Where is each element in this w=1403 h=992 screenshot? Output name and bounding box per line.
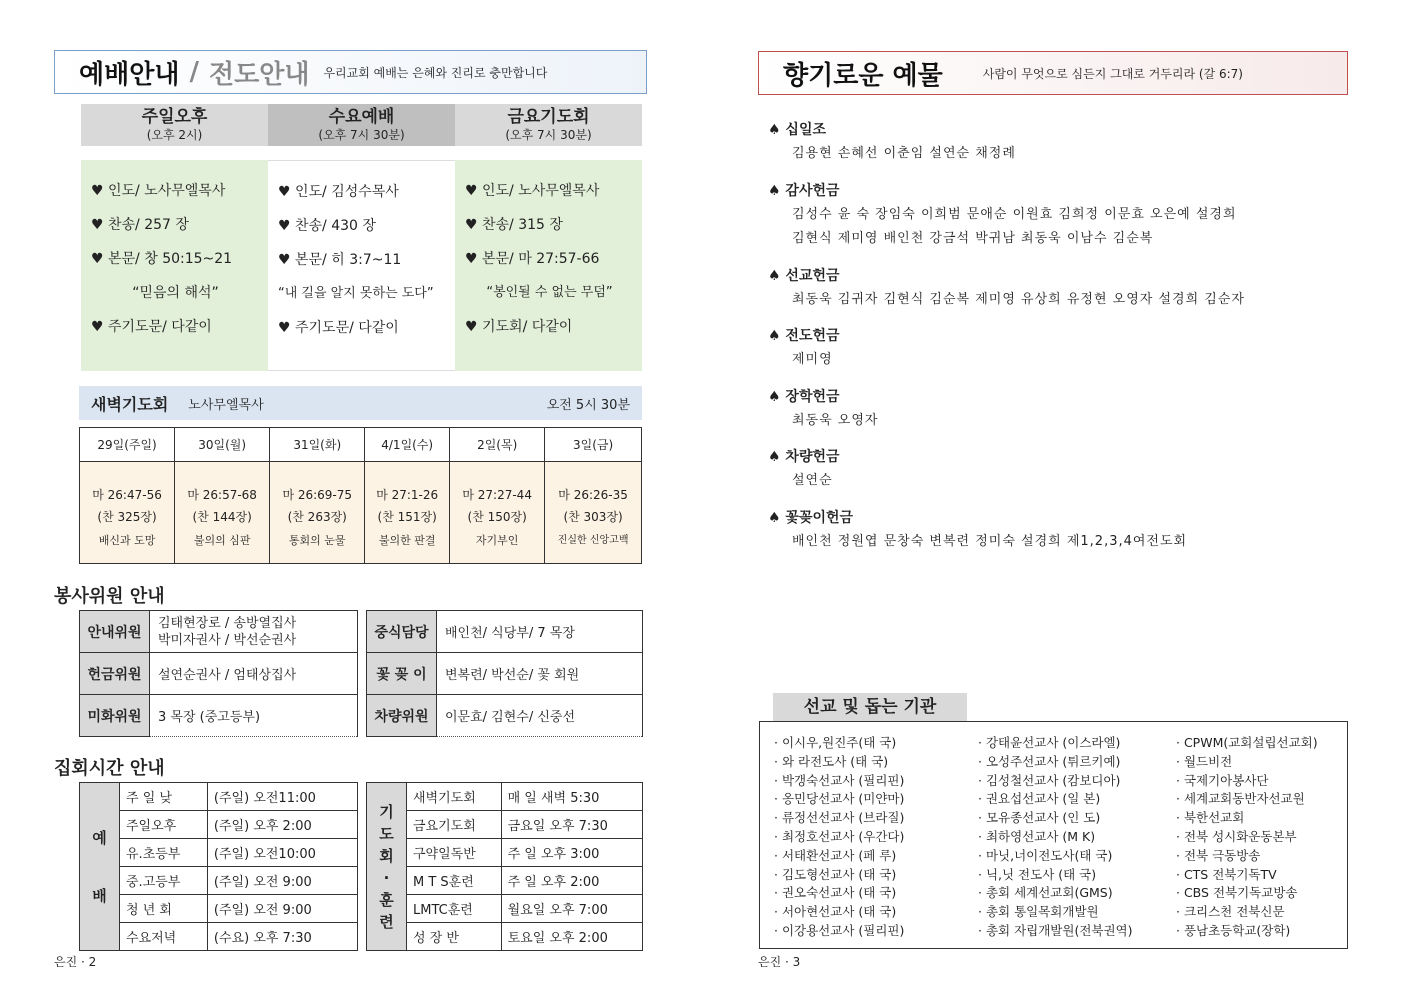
dawn-passage: 마 26:47-56 xyxy=(92,487,162,502)
dawn-detail-cell xyxy=(450,462,545,564)
meeting-time: (주일) 오전 9:00 xyxy=(207,867,357,895)
meeting-name: 성 장 반 xyxy=(407,923,502,951)
dawn-theme: 통회의 눈물 xyxy=(288,533,346,547)
left-page-header xyxy=(54,50,647,94)
mission-item: · 김도형선교사 (태 국) xyxy=(774,866,897,882)
volunteer-row xyxy=(80,611,358,653)
mission-item: · 닉,닛 전도사 (태 국) xyxy=(978,866,1097,882)
prayer-label-char: 훈 xyxy=(379,890,394,909)
worship-label-char: 배 xyxy=(92,886,107,905)
meeting-row xyxy=(367,811,643,839)
mission-item: · 이강용선교사 (필리핀) xyxy=(774,922,905,938)
gift-title: ♠ 꽃꽂이헌금 xyxy=(768,510,854,526)
service-hymn: ♥ 찬송/ 430 장 xyxy=(278,218,376,234)
meeting-name: 수요저녁 xyxy=(120,923,208,951)
gift-title: ♠ 전도헌금 xyxy=(768,328,840,344)
meeting-name: 청 년 회 xyxy=(120,895,208,923)
dawn-time: 오전 5시 30분 xyxy=(546,397,630,413)
volunteers-table-left xyxy=(79,610,358,737)
gift-thanks xyxy=(768,179,1348,251)
header-slash: / xyxy=(189,57,199,87)
dawn-title: 새벽기도회 xyxy=(91,394,169,414)
meeting-row xyxy=(80,923,358,951)
mission-item: · 서아현선교사 (태 국) xyxy=(774,904,897,920)
gift-mission xyxy=(768,264,1348,312)
mission-item: · 전북 극동방송 xyxy=(1176,847,1261,863)
volunteer-role: 헌금위원 xyxy=(80,653,150,695)
service-body-sunday-afternoon xyxy=(81,160,268,371)
volunteer-names-line: 김태현장로 / 송방열집사 xyxy=(158,615,297,631)
mission-item: · 총회 통일목회개발원 xyxy=(978,904,1099,920)
volunteer-row xyxy=(367,611,643,653)
meeting-row xyxy=(80,895,358,923)
volunteer-names: 설연순권사 / 엄태상집사 xyxy=(150,653,358,695)
prayer-label-char: 도 xyxy=(379,824,394,843)
mission-item: · CBS 전북기독교방송 xyxy=(1176,885,1298,901)
service-hymn: ♥ 찬송/ 315 장 xyxy=(465,217,563,233)
service-title: 수요예배 xyxy=(328,107,395,127)
missions-column-3 xyxy=(1176,734,1336,948)
service-scripture: ♥ 본문/ 창 50:15~21 xyxy=(91,251,233,267)
service-time: (오후 2시) xyxy=(146,128,203,142)
mission-item: · 박갱숙선교사 (필리핀) xyxy=(774,772,905,788)
missions-column-2 xyxy=(978,734,1176,948)
gift-names: 배인천 정원엽 문창숙 변복련 정미숙 설경희 제1,2,3,4여전도회 xyxy=(792,534,1188,549)
missions-box xyxy=(759,721,1348,949)
mission-item: · 김성철선교사 (캄보디아) xyxy=(978,772,1121,788)
volunteer-names-line: 박미자권사 / 박선순권사 xyxy=(158,632,297,648)
dawn-passage: 마 27:1-26 xyxy=(376,487,439,502)
mission-item: · 최정호선교사 (우간다) xyxy=(774,828,905,844)
meeting-name: 유.초등부 xyxy=(120,839,208,867)
meeting-time: (수요) 오후 7:30 xyxy=(207,923,357,951)
volunteer-role: 꽃 꽂 이 xyxy=(367,653,437,695)
dawn-theme: 진실한 신앙고백 xyxy=(557,534,629,546)
service-header-wednesday xyxy=(268,104,455,146)
dawn-passage: 마 26:57-68 xyxy=(187,487,257,502)
dawn-passage: 마 26:26-35 xyxy=(558,487,628,502)
volunteer-role: 안내위원 xyxy=(80,611,150,653)
gift-title: ♠ 장학헌금 xyxy=(768,389,840,405)
meeting-row xyxy=(367,783,643,811)
gift-names: 설연순 xyxy=(792,473,833,488)
meeting-name: 중.고등부 xyxy=(120,867,208,895)
mission-item: · 권요섭선교사 (일 본) xyxy=(978,791,1101,807)
service-closing: ♥ 기도회/ 다같이 xyxy=(465,319,573,335)
left-page-footer: 은진 · 2 xyxy=(54,955,97,969)
meeting-row xyxy=(367,839,643,867)
gift-title: ♠ 차량헌금 xyxy=(768,449,840,465)
dawn-detail-cell xyxy=(175,462,270,564)
gift-title: ♠ 선교헌금 xyxy=(768,268,840,284)
service-header-sunday-afternoon xyxy=(81,104,268,146)
mission-item: · 총회 자립개발원(전북권역) xyxy=(978,922,1133,938)
service-body-friday xyxy=(455,160,642,371)
meeting-row xyxy=(367,895,643,923)
service-title: 금요기도회 xyxy=(507,107,590,127)
mission-item: · 옹민당선교사 (미얀마) xyxy=(774,791,905,807)
volunteer-row xyxy=(80,695,358,737)
dawn-detail-cell xyxy=(545,462,642,564)
meeting-name: 금요기도회 xyxy=(407,811,502,839)
meeting-row xyxy=(80,867,358,895)
dawn-theme: 불의의 심판 xyxy=(193,533,251,547)
volunteer-row xyxy=(80,653,358,695)
prayer-label-char: 련 xyxy=(379,912,394,931)
service-time: (오후 7시 30분) xyxy=(505,128,592,142)
dawn-theme: 불의한 판결 xyxy=(378,533,436,547)
sermon-title: “믿음의 해석” xyxy=(132,285,219,301)
gift-names: 제미영 xyxy=(792,352,833,367)
dawn-day: 3일(금) xyxy=(545,428,642,462)
dawn-leader: 노사무엘목사 xyxy=(188,397,264,413)
mission-item: · 세계교회동반자선교원 xyxy=(1176,791,1305,807)
prayer-label-char: 기 xyxy=(379,802,394,821)
dawn-passage: 마 26:69-75 xyxy=(282,487,353,502)
mission-item: · 서태환선교사 (페 루) xyxy=(774,847,897,863)
header-title-worship: 예배안내 xyxy=(79,59,180,90)
offering-subtitle: 사람이 무엇으로 심든지 그대로 거두리라 (갈 6:7) xyxy=(982,66,1243,81)
meetings-title: 집회시간 안내 xyxy=(54,758,165,779)
meeting-row xyxy=(367,867,643,895)
volunteer-role: 차량위원 xyxy=(367,695,437,737)
meeting-time: 주 일 오후 3:00 xyxy=(501,839,642,867)
meeting-row xyxy=(80,839,358,867)
gift-tithe xyxy=(768,118,1348,166)
mission-item: · 권오숙선교사 (태 국) xyxy=(774,885,897,901)
mission-item: · 오성주선교사 (튀르키예) xyxy=(978,753,1121,769)
gift-flowers xyxy=(768,506,1348,554)
mission-item: · 북한선교회 xyxy=(1176,810,1245,826)
dawn-day: 4/1일(수) xyxy=(365,428,450,462)
mission-item: · 총회 세계선교회(GMS) xyxy=(978,885,1113,901)
service-closing: ♥ 주기도문/ 다같이 xyxy=(91,319,212,335)
volunteers-title: 봉사위원 안내 xyxy=(54,586,165,607)
mission-item: · CPWM(교회설립선교회) xyxy=(1176,735,1318,750)
service-leader: ♥ 인도/ 노사무엘목사 xyxy=(91,183,226,199)
dawn-passage: 마 27:27-44 xyxy=(462,487,532,502)
dawn-schedule-table xyxy=(79,427,642,564)
dawn-hymn: (찬 303장) xyxy=(563,509,623,524)
offering-title: 향기로운 예물 xyxy=(783,60,943,91)
dawn-day: 31일(화) xyxy=(270,428,365,462)
meeting-row xyxy=(367,923,643,951)
dawn-theme: 배신과 도망 xyxy=(98,533,156,547)
header-subtitle: 우리교회 예배는 은혜와 진리로 충만합니다 xyxy=(323,65,548,80)
meeting-time: 금요일 오후 7:30 xyxy=(501,811,642,839)
worship-label-char: 예 xyxy=(92,828,107,847)
mission-item: · 전북 성시화운동본부 xyxy=(1176,828,1297,844)
dawn-hymn: (찬 144장) xyxy=(192,509,252,524)
volunteer-names: 3 목장 (중고등부) xyxy=(150,695,358,737)
volunteer-role: 중식담당 xyxy=(367,611,437,653)
prayer-training-table xyxy=(366,782,643,951)
sermon-title: “내 길을 알지 못하는 도다” xyxy=(278,286,434,301)
mission-item: · 마닛,너이전도사(태 국) xyxy=(978,847,1113,863)
volunteer-names xyxy=(150,611,358,653)
mission-item: · 월드비전 xyxy=(1176,753,1233,769)
mission-item: · 모유종선교사 (인 도) xyxy=(978,810,1101,826)
gift-vehicle xyxy=(768,445,1348,493)
gift-names: 김현식 제미영 배인천 강금석 박귀남 최동욱 이남수 김순복 xyxy=(792,231,1154,246)
meeting-name: 구약일독반 xyxy=(407,839,502,867)
header-title-evangelism: 전도안내 xyxy=(208,59,310,90)
service-scripture: ♥ 본문/ 히 3:7~11 xyxy=(278,252,402,268)
dawn-day: 29일(주일) xyxy=(80,428,175,462)
dawn-detail-row xyxy=(80,462,642,564)
gift-scholarship xyxy=(768,385,1348,433)
volunteers-table-right xyxy=(366,610,643,737)
meeting-time: (주일) 오전 9:00 xyxy=(207,895,357,923)
sermon-title: “봉인될 수 없는 무덤” xyxy=(486,285,613,300)
prayer-label-char: 회 xyxy=(379,846,394,865)
prayer-label-char: · xyxy=(383,868,390,887)
service-leader: ♥ 인도/ 김성수목사 xyxy=(278,184,399,200)
meeting-time: (주일) 오후 2:00 xyxy=(207,811,357,839)
mission-item: · 풍남초등학교(장학) xyxy=(1176,922,1291,938)
service-hymn: ♥ 찬송/ 257 장 xyxy=(91,217,189,233)
service-closing: ♥ 주기도문/ 다같이 xyxy=(278,320,399,336)
mission-item: · 최하영선교사 (M K) xyxy=(978,828,1096,844)
volunteer-row xyxy=(367,653,643,695)
meeting-time: (주일) 오전10:00 xyxy=(207,839,357,867)
mission-item: · 강태윤선교사 (이스라엘) xyxy=(978,735,1121,750)
volunteer-names: 배인천/ 식당부/ 7 목장 xyxy=(437,611,643,653)
gift-evangelism xyxy=(768,324,1348,372)
gift-names: 김성수 윤 숙 장임숙 이희범 문애순 이원효 김희정 이문효 오은예 설경희 xyxy=(792,207,1237,222)
right-page-header xyxy=(758,51,1348,95)
dawn-hymn: (찬 151장) xyxy=(377,509,437,524)
mission-item: · 국제기아봉사단 xyxy=(1176,772,1269,788)
dawn-detail-cell xyxy=(365,462,450,564)
meeting-name: 새벽기도회 xyxy=(407,783,502,811)
dawn-detail-cell xyxy=(270,462,365,564)
mission-item: · 류정선선교사 (브라질) xyxy=(774,810,905,826)
meeting-row xyxy=(80,811,358,839)
volunteer-names: 변복련/ 박선순/ 꽃 회원 xyxy=(437,653,643,695)
dawn-hymn: (찬 150장) xyxy=(467,509,527,524)
service-time: (오후 7시 30분) xyxy=(318,128,405,142)
dawn-days-row xyxy=(80,428,642,462)
meeting-time: (주일) 오전11:00 xyxy=(207,783,357,811)
gift-names: 최동욱 김귀자 김현식 김순복 제미영 유상희 유정현 오영자 설경희 김순자 xyxy=(792,292,1245,307)
dawn-hymn: (찬 263장) xyxy=(287,509,347,524)
worship-meetings-table xyxy=(79,782,358,951)
worship-vertical-label xyxy=(80,783,120,951)
gift-names: 최동욱 오영자 xyxy=(792,413,879,428)
meeting-name: 주 일 낮 xyxy=(120,783,208,811)
meeting-row xyxy=(80,783,358,811)
service-body-wednesday xyxy=(268,160,455,371)
prayer-vertical-label xyxy=(367,783,407,951)
volunteer-names: 이문효/ 김현수/ 신중선 xyxy=(437,695,643,737)
service-scripture: ♥ 본문/ 마 27:57-66 xyxy=(465,251,600,267)
missions-column-1 xyxy=(774,734,978,948)
meeting-time: 매 일 새벽 5:30 xyxy=(501,783,642,811)
meeting-name: LMTC훈련 xyxy=(407,895,502,923)
gift-names: 김용현 손혜선 이춘임 설연순 채정례 xyxy=(792,146,1016,161)
dawn-day: 2일(목) xyxy=(450,428,545,462)
mission-item: · CTS 전북기독TV xyxy=(1176,866,1277,882)
dawn-theme: 자기부인 xyxy=(475,533,519,547)
meeting-name: 주일오후 xyxy=(120,811,208,839)
gift-title: ♠ 십일조 xyxy=(768,122,826,138)
right-page-footer: 은진 · 3 xyxy=(758,955,801,969)
mission-item: · 와 라전도사 (태 국) xyxy=(774,753,889,769)
meeting-time: 주 일 오후 2:00 xyxy=(501,867,642,895)
service-header-friday xyxy=(455,104,642,146)
volunteer-row xyxy=(367,695,643,737)
gift-title: ♠ 감사헌금 xyxy=(768,183,840,199)
dawn-detail-cell xyxy=(80,462,175,564)
dawn-prayer-bar xyxy=(79,386,642,420)
meeting-name: M T S훈련 xyxy=(407,867,502,895)
meeting-time: 토요일 오후 2:00 xyxy=(501,923,642,951)
worship-label-gap xyxy=(86,852,113,882)
missions-title: 선교 및 돕는 기관 xyxy=(773,693,967,721)
mission-item: · 이시우,원진주(태 국) xyxy=(774,735,897,750)
mission-item: · 크리스천 전북신문 xyxy=(1176,904,1285,920)
dawn-day: 30일(월) xyxy=(175,428,270,462)
dawn-hymn: (찬 325장) xyxy=(97,509,157,524)
meeting-time: 월요일 오후 7:00 xyxy=(501,895,642,923)
service-title: 주일오후 xyxy=(141,107,208,127)
volunteer-role: 미화위원 xyxy=(80,695,150,737)
service-leader: ♥ 인도/ 노사무엘목사 xyxy=(465,183,600,199)
